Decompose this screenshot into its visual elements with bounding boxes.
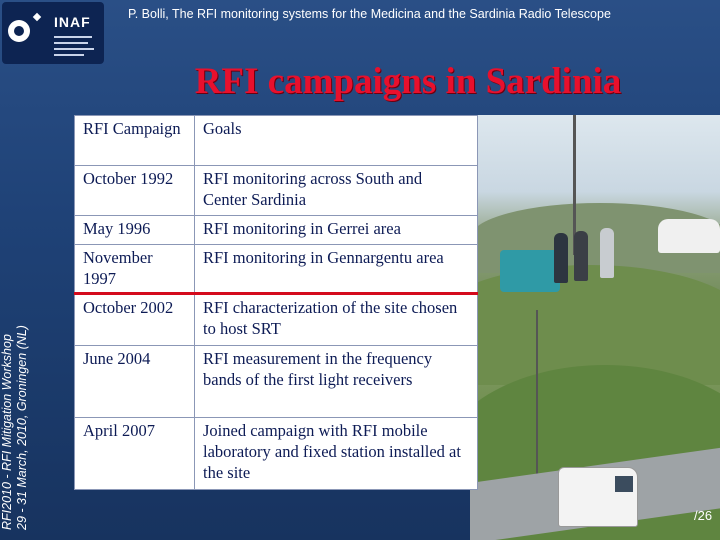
goal-cell: RFI monitoring in Gerrei area xyxy=(195,216,478,245)
table-header-row xyxy=(75,116,478,166)
campaign-cell: October 1992 xyxy=(75,166,195,216)
slide-title: RFI campaigns in Sardinia xyxy=(194,61,622,102)
campaign-cell: November 1997 xyxy=(75,245,195,295)
goal-cell: RFI characterization of the site chosen to host SRT xyxy=(195,295,478,346)
site-photo xyxy=(470,115,720,540)
table-row xyxy=(75,216,478,245)
mobile-laboratory xyxy=(500,250,560,292)
campaign-cell: April 2007 xyxy=(75,418,195,490)
header-text: P. Bolli, The RFI monitoring systems for the Medicina and the Sardinia Radio Telescope xyxy=(128,7,611,21)
inaf-logo xyxy=(2,2,104,64)
car xyxy=(658,219,720,253)
goal-cell: RFI monitoring across South and Center Sardinia xyxy=(195,166,478,216)
table-row xyxy=(75,346,478,418)
goal-cell: Joined campaign with RFI mobile laboratory and fixed station installed at the site xyxy=(195,418,478,490)
table-row xyxy=(75,245,478,295)
campaign-cell: June 2004 xyxy=(75,346,195,418)
goal-cell: RFI monitoring in Gennargentu area xyxy=(195,245,478,295)
fixed-station-van xyxy=(558,467,638,527)
side-text-line2: 29 - 31 March, 2010, Groningen (NL) xyxy=(15,325,29,530)
campaigns-table xyxy=(74,115,478,490)
table-row xyxy=(75,418,478,490)
logo-name: INAF xyxy=(54,14,91,30)
page-number: /26 xyxy=(694,508,713,523)
star-icon xyxy=(33,13,41,21)
highlight-divider xyxy=(74,292,478,295)
header-goals: Goals xyxy=(195,116,478,166)
campaign-cell: October 2002 xyxy=(75,295,195,346)
inaf-swirl-icon xyxy=(8,20,30,42)
table-row xyxy=(75,295,478,346)
side-text-line1: RFI2010 - RFI Mitigation Workshop xyxy=(0,334,14,530)
campaign-cell: May 1996 xyxy=(75,216,195,245)
table-row xyxy=(75,166,478,216)
side-text xyxy=(0,280,30,532)
goal-cell: RFI measurement in the frequency bands of the first light receivers xyxy=(195,346,478,418)
header-campaign: RFI Campaign xyxy=(75,116,195,166)
